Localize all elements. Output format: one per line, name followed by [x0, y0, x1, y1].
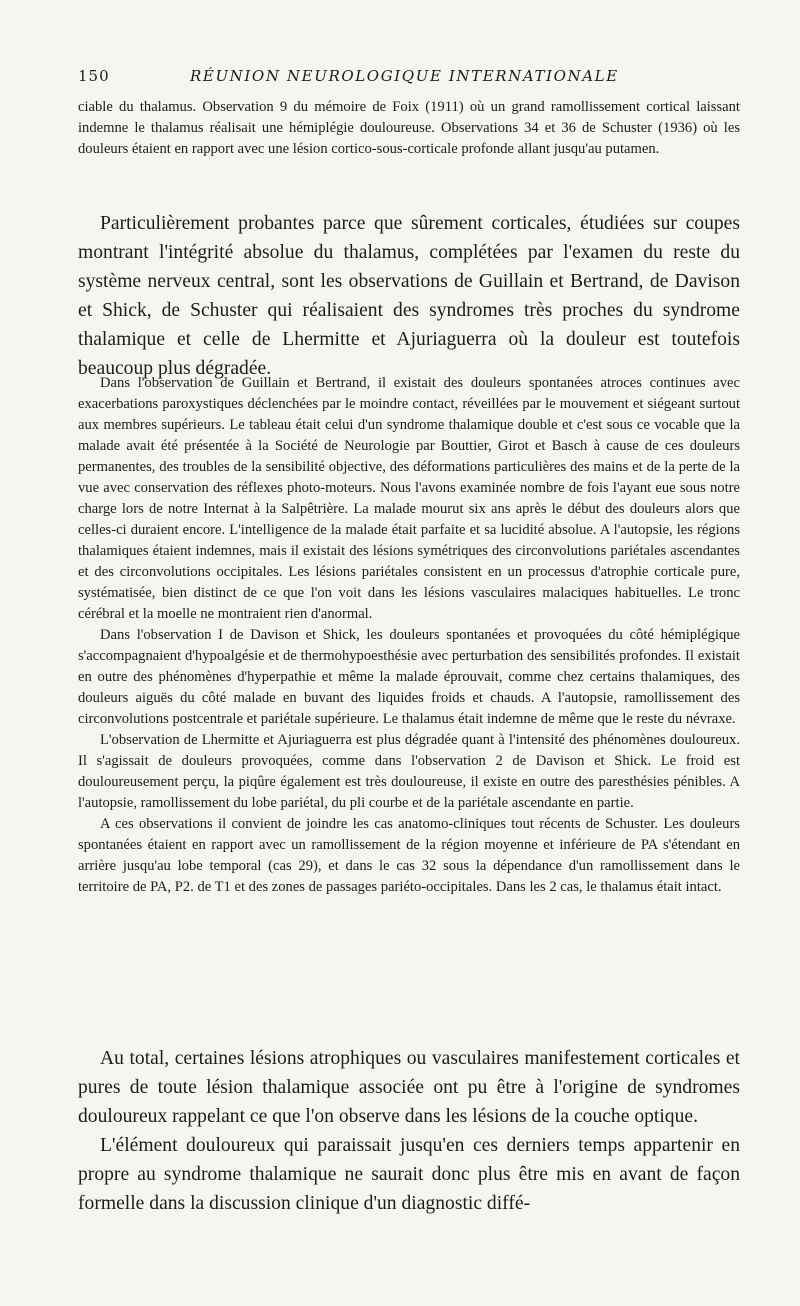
paragraph-continuation: ciable du thalamus. Observation 9 du mémoire de Foix (1911) où un grand ramollissement cortical laissant indemne le thalamus réalisait une hémiplégie douloureuse. Observations 34 et 36 de Schuster (1936) où les douleurs étaient en rapport avec une lésion cortico-sous-corticale profonde allant jusqu'au putamen.: [78, 99, 740, 157]
page-number: 150: [78, 67, 110, 85]
body-text-block-2: [78, 1044, 740, 1218]
paragraph-probantes: Particulièrement probantes parce que sûrement corticales, étudiées sur coupes montrant l'intégrité absolue du thalamus, complétées par l'examen du reste du système nerveux central, sont les observations de Guillain et Bertrand, de Davison et Shick, de Schuster qui réalisaient des syndromes très proches du syndrome thalamique et celle de Lhermitte et Ajuriaguerra où la douleur est toutefois beaucoup plus dégradée.: [78, 213, 740, 379]
small-print-block-top: [78, 97, 740, 160]
paragraph-element-douloureux: L'élément douloureux qui paraissait jusqu'en ces derniers temps appartenir en propre au syndrome thalamique ne saurait donc plus être mis en avant de façon formelle dans la discussion clinique d'un diagnostic diffé-: [78, 1135, 740, 1214]
page-header: [78, 67, 740, 89]
small-print-block-observations: [78, 373, 740, 898]
paragraph-au-total: Au total, certaines lésions atrophiques ou vasculaires manifestement corticales et pures de toute lésion thalamique associée ont pu être à l'origine de syndromes douloureux rappelant ce que l'on observe dans les lésions de la couche optique.: [78, 1048, 740, 1127]
paragraph-guillain-bertrand: Dans l'observation de Guillain et Bertrand, il existait des douleurs spontanées atroces continues avec exacerbations paroxystiques déclenchées par le moindre contact, réveillées par le mouvement et siégeant surtout aux membres supérieurs. Le tableau était celui d'un syndrome thalamique double et c'est sous ce vocable que la malade avait été présentée à la Société de Neurologie par Bouttier, Girot et Basch à cause de ces douleurs permanentes, des troubles de la sensibilité objective, des déformations particulières des mains et de la perte de la vue avec conservation des réflexes photo-moteurs. Nous l'avons examinée nombre de fois l'ayant eue sous notre charge lors de notre Internat à la Salpêtrière. La malade mourut six ans après le début des douleurs alors que celles-ci duraient encore. L'intelligence de la malade était parfaite et sa lucidité absolue. A l'autopsie, les régions thalamiques étaient indemnes, mais il existait des lésions symétriques des circonvolutions pariétales ascendantes et des circonvolutions occipitales. Les lésions pariétales consistent en un processus d'atrophie corticale pure, systématisée, bien distinct de ce que l'on voit dans les lésions vasculaires malaciques habituelles. Le tronc cérébral et la moelle ne montraient rien d'anormal.: [78, 375, 740, 622]
paragraph-davison-shick: Dans l'observation I de Davison et Shick, les douleurs spontanées et provoquées du côté hémiplégique s'accompagnaient d'hypoalgésie et de thermohypoesthésie avec perturbation des sensibilités profondes. Il existait en outre des phénomènes d'hyperpathie et même la malade éprouvait, comme chez certains thalamiques, des douleurs aiguës du côté malade en buvant des liquides froids et chauds. A l'autopsie, ramollissement des circonvolutions postcentrale et pariétale supérieure. Le thalamus était indemne de même que le reste du névraxe.: [78, 627, 740, 727]
paragraph-lhermitte-ajuriaguerra: L'observation de Lhermitte et Ajuriaguerra est plus dégradée quant à l'intensité des phénomènes douloureux. Il s'agissait de douleurs provoquées, comme dans l'observation 2 de Davison et Shick. Le froid est douloureusement perçu, la piqûre également est très douloureuse, il existe en outre des paresthésies pénibles. A l'autopsie, ramollissement du lobe pariétal, du pli courbe et de la pariétale ascendante en partie.: [78, 732, 740, 811]
paragraph-schuster: A ces observations il convient de joindre les cas anatomo-cliniques tout récents de Schuster. Les douleurs spontanées étaient en rapport avec un ramollissement de la région moyenne et inférieure de PA s'étendant en arrière jusqu'au lobe temporal (cas 29), et dans le cas 32 sous la dépendance d'un ramollissement dans le territoire de PA, P2. de T1 et des zones de passages pariéto-occipitales. Dans les 2 cas, le thalamus était intact.: [78, 816, 740, 895]
body-text-block-1: [78, 209, 740, 383]
running-head: RÉUNION NEUROLOGIQUE INTERNATIONALE: [190, 67, 619, 85]
